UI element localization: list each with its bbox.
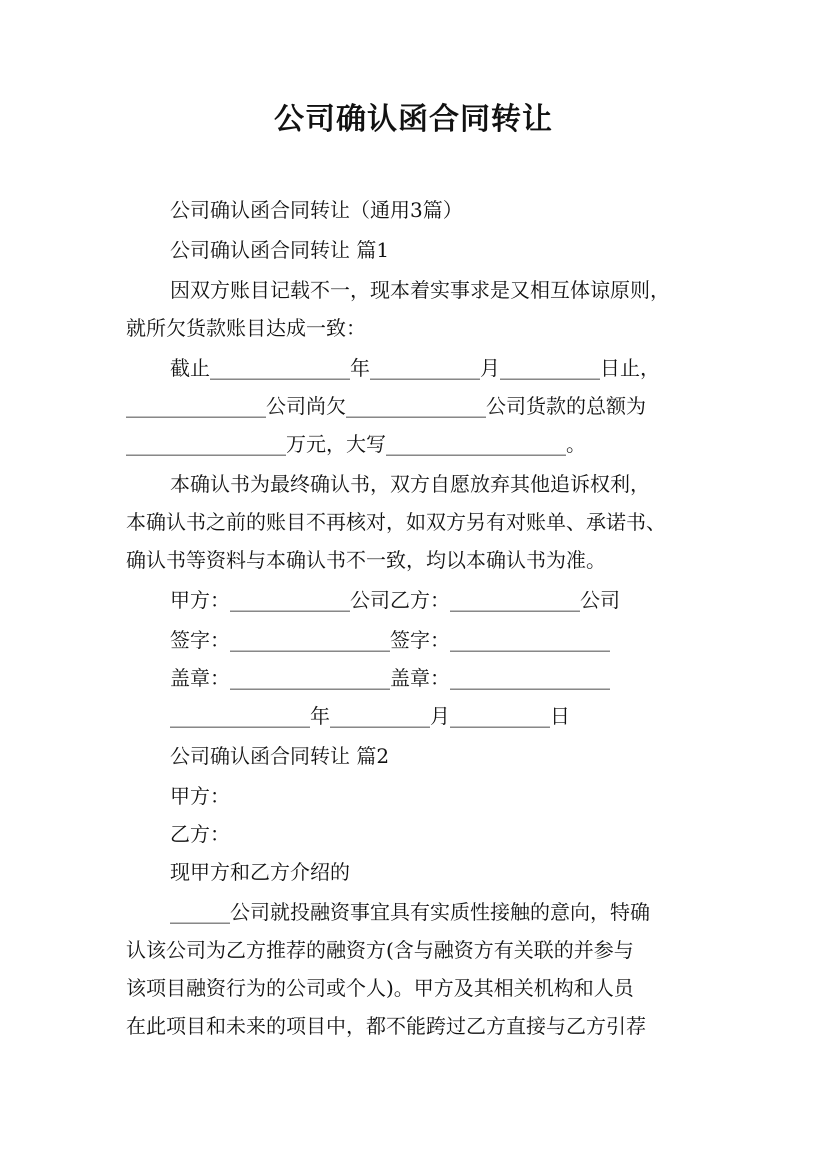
date-line: ______________年__________月__________日	[170, 704, 570, 728]
paragraph-line: 本确认书之前的账目不再核对，如双方另有对账单、承诺书、	[126, 510, 666, 534]
party-a-line: 甲方：	[170, 784, 230, 808]
paragraph-line: 截止______________年___________月__________日止，	[170, 356, 660, 380]
paragraph-line: 确认书等资料与本确认书不一致，均以本确认书为准。	[126, 548, 606, 572]
document-title: 公司确认函合同转让	[274, 102, 553, 137]
paragraph-line: 本确认书为最终确认书，双方自愿放弃其他追诉权利，	[170, 472, 650, 496]
party-line: 甲方：____________公司乙方：_____________公司	[170, 588, 620, 612]
paragraph-line: ______公司就投融资事宜具有实质性接触的意向，特确	[170, 900, 650, 924]
section-heading-1: 公司确认函合同转让 篇1	[170, 238, 390, 262]
party-b-line: 乙方：	[170, 822, 230, 846]
paragraph-line: 现甲方和乙方介绍的	[170, 860, 350, 884]
paragraph-line: 该项目融资行为的公司或个人)。甲方及其相关机构和人员	[126, 976, 634, 1000]
paragraph-line: ________________万元，大写__________________。	[126, 432, 586, 456]
section-heading-2: 公司确认函合同转让 篇2	[170, 744, 390, 768]
paragraph-line: 因双方账目记载不一，现本着实事求是又相互体谅原则，	[170, 278, 670, 302]
subtitle-line: 公司确认函合同转让（通用3篇）	[170, 198, 463, 222]
signature-line: 签字：________________签字：________________	[170, 628, 610, 652]
paragraph-line: 在此项目和未来的项目中，都不能跨过乙方直接与乙方引荐	[126, 1014, 646, 1038]
paragraph-line: 认该公司为乙方推荐的融资方(含与融资方有关联的并参与	[126, 938, 634, 962]
seal-line: 盖章：________________盖章：________________	[170, 666, 610, 690]
paragraph-line: ______________公司尚欠______________公司货款的总额为	[126, 394, 646, 418]
paragraph-line: 就所欠货款账目达成一致：	[126, 316, 366, 340]
